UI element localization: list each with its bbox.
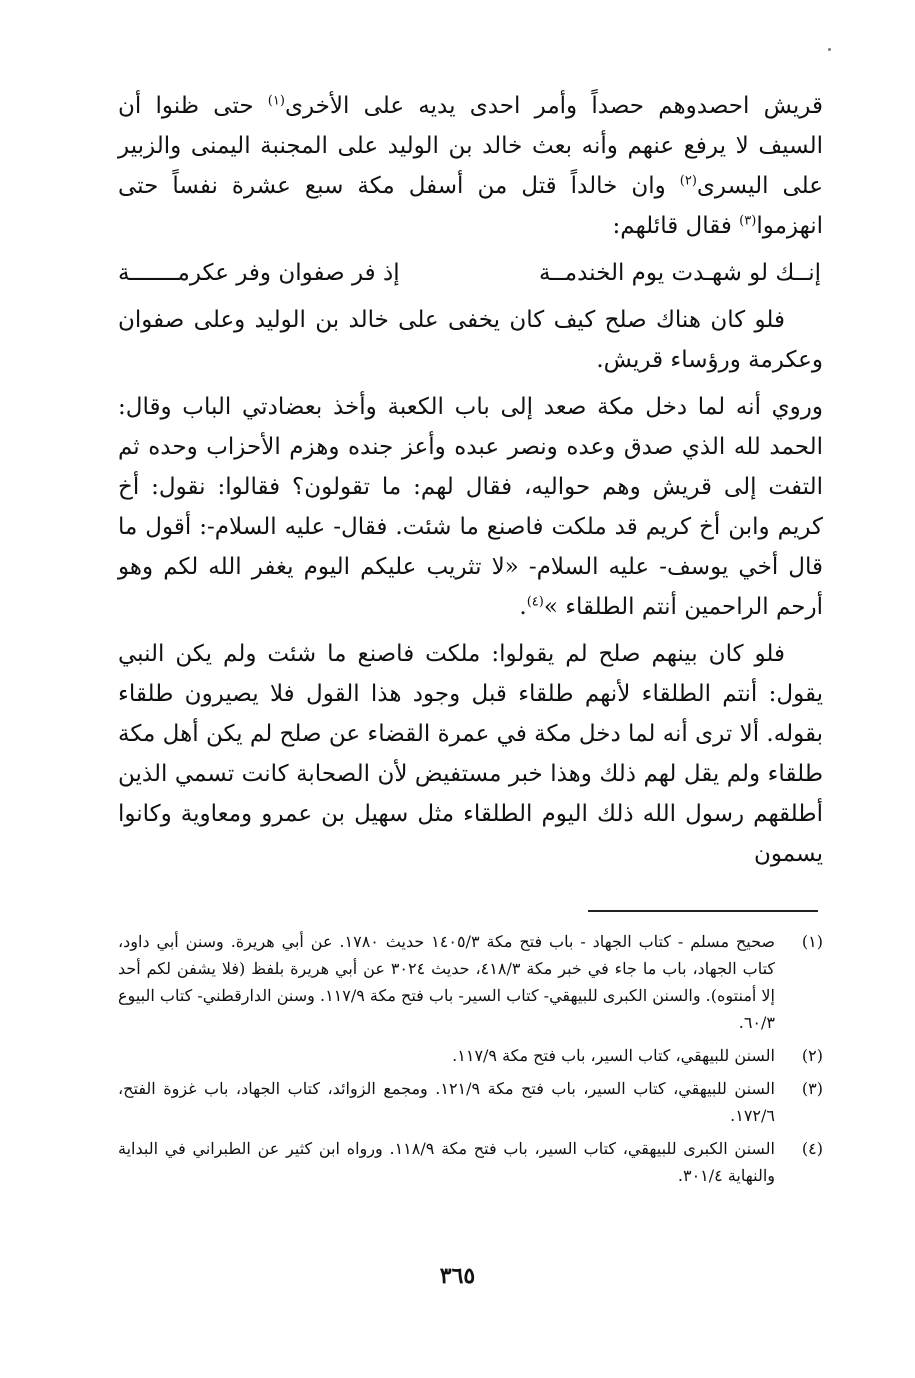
edge-speck bbox=[828, 48, 831, 51]
footnote-text: السنن الكبرى للبيهقي، كتاب السير، باب فتح مكة ١١٨/٩. ورواه ابن كثير عن الطبراني في البداية والنهاية ٣٠١/٤. bbox=[118, 1139, 775, 1185]
footnote-number: (١) bbox=[801, 932, 823, 951]
footnote-number: (٢) bbox=[801, 1046, 823, 1065]
footnote-2 bbox=[118, 1042, 823, 1069]
paragraph-3 bbox=[118, 387, 823, 627]
poetry-verse bbox=[118, 253, 823, 293]
footnote-ref-3[interactable]: (٣) bbox=[739, 213, 757, 229]
main-text-block bbox=[118, 86, 823, 881]
text-run: فقال قائلهم: bbox=[612, 213, 740, 239]
footnote-ref-2[interactable]: (٢) bbox=[679, 173, 697, 189]
footnote-text: السنن للبيهقي، كتاب السير، باب فتح مكة ١١٧/٩. bbox=[452, 1046, 775, 1065]
paragraph-4: فلو كان بينهم صلح لم يقولوا: ملكت فاصنع ما شئت ولم يكن النبي يقول: أنتم الطلقاء لأنهم طلقاء قبل وجود هذا القول فلا يصيرون طلقاء بقوله. ألا ترى أنه لما دخل مكة في عمرة القضاء عن صلح لم يكن أهل مكة طلقاء ولم يقل لهم ذلك وهذا خبر مستفيض لأن الصحابة كانت تسمي الذين أطلقهم رسول الله ذلك اليوم الطلقاء مثل سهيل بن عمرو ومعاوية وكانوا يسمون bbox=[118, 641, 823, 867]
footnotes-section bbox=[118, 928, 823, 1195]
footnote-separator bbox=[588, 910, 818, 912]
footnote-3 bbox=[118, 1075, 823, 1129]
text-run: قريش احصدوهم حصداً وأمر احدى يديه على الأخرى bbox=[284, 93, 823, 119]
verse-hemistich-1: إنــك لو شهـدت يوم الخندمــة bbox=[538, 260, 821, 286]
footnote-text: صحيح مسلم - كتاب الجهاد - باب فتح مكة ١٤٠٥/٣ حديث ١٧٨٠. عن أبي هريرة. وسنن أبي داود، كتاب الجهاد، باب ما جاء في خبر مكة ٤١٨/٣، حديث ٣٠٢٤ عن أبي هريرة بلفظ (فلا يشفن لكم أحد إلا أمنتوه). والسنن الكبرى للبيهقي- كتاب السير- باب فتح مكة ١١٧/٩. وسنن الدارقطني- كتاب البيوع ٦٠/٣. bbox=[118, 932, 776, 1032]
footnote-number: (٤) bbox=[801, 1139, 823, 1158]
text-run: وروي أنه لما دخل مكة صعد إلى باب الكعبة وأخذ بعضادتي الباب وقال: الحمد لله الذي صدق وعده ونصر عبده وأعز جنده وهزم الأحزاب وحده ثم التفت إلى قريش وهم حواليه، فقال لهم: ما تقولون؟ فقالوا: نقول: أخ كريم وابن أخ كريم قد ملكت فاصنع ما شئت. فقال- عليه السلام-: أقول ما قال أخي يوسف- عليه السلام- «لا تثريب عليكم اليوم يغفر الله لكم وهو أرحم الراحمين أنتم الطلقاء » bbox=[118, 394, 823, 620]
text-run: . bbox=[519, 594, 527, 620]
footnote-1 bbox=[118, 928, 823, 1036]
paragraph-1 bbox=[118, 86, 823, 246]
text-run: وان خالداً قتل من أسفل مكة سبع عشرة نفساً حتى انهزموا bbox=[118, 173, 823, 239]
text-run: حتى ظنوا أن السيف لا يرفع عنهم وأنه بعث خالد بن الوليد على المجنبة اليمنى والزبير على اليسرى bbox=[118, 93, 823, 199]
paragraph-2: فلو كان هناك صلح كيف كان يخفى على خالد بن الوليد وعلى صفوان وعكرمة ورؤساء قريش. bbox=[118, 307, 823, 373]
footnote-4 bbox=[118, 1135, 823, 1189]
verse-hemistich-2: إذ فر صفوان وفر عكرمـــــــة bbox=[118, 260, 400, 286]
footnote-text: السنن للبيهقي، كتاب السير، باب فتح مكة ١٢١/٩. ومجمع الزوائد، كتاب الجهاد، باب غزوة الفتح، ١٧٢/٦. bbox=[118, 1079, 775, 1125]
footnote-number: (٣) bbox=[801, 1079, 823, 1098]
footnote-ref-1[interactable]: (١) bbox=[267, 93, 285, 109]
page-number: ٣٦٥ bbox=[439, 1263, 476, 1289]
footnote-ref-4[interactable]: (٤) bbox=[526, 594, 544, 610]
